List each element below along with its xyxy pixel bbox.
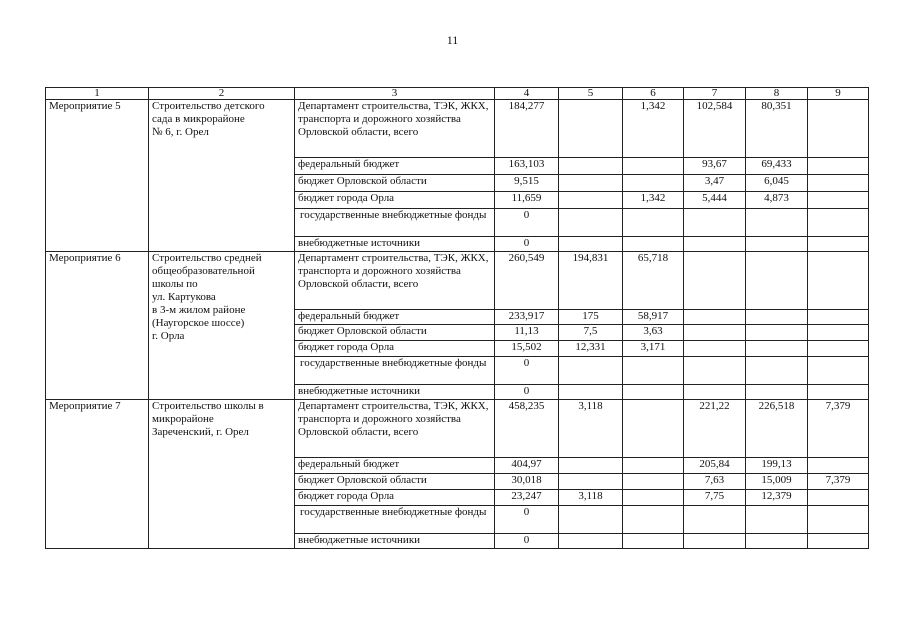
value-cell-c9 xyxy=(808,175,869,192)
value-cell-c5 xyxy=(559,506,623,534)
value-cell-c4: 0 xyxy=(495,209,559,237)
funding-source-cell: внебюджетные источники xyxy=(295,237,495,252)
value-cell-c4: 458,235 xyxy=(495,400,559,458)
event-id-cell: Мероприятие 7 xyxy=(46,400,149,549)
value-cell-c9 xyxy=(808,385,869,400)
value-cell-c5: 12,331 xyxy=(559,341,623,357)
value-cell-c5 xyxy=(559,458,623,474)
value-cell-c6 xyxy=(623,458,684,474)
column-header: 6 xyxy=(623,88,684,100)
value-cell-c4: 0 xyxy=(495,357,559,385)
page-number: 11 xyxy=(446,33,459,47)
value-cell-c8 xyxy=(746,357,808,385)
value-cell-c7: 3,47 xyxy=(684,175,746,192)
column-header: 7 xyxy=(684,88,746,100)
value-cell-c8: 12,379 xyxy=(746,490,808,506)
value-cell-c4: 11,13 xyxy=(495,325,559,341)
value-cell-c9 xyxy=(808,506,869,534)
value-cell-c8: 69,433 xyxy=(746,158,808,175)
value-cell-c6 xyxy=(623,506,684,534)
value-cell-c6 xyxy=(623,237,684,252)
value-cell-c6: 58,917 xyxy=(623,310,684,325)
funding-source-cell: государственные внебюджетные фонды xyxy=(295,209,495,237)
value-cell-c6 xyxy=(623,385,684,400)
value-cell-c8 xyxy=(746,209,808,237)
value-cell-c4: 233,917 xyxy=(495,310,559,325)
funding-source-cell: бюджет Орловской области xyxy=(295,325,495,341)
value-cell-c6 xyxy=(623,175,684,192)
value-cell-c9 xyxy=(808,490,869,506)
value-cell-c9 xyxy=(808,100,869,158)
value-cell-c5: 194,831 xyxy=(559,252,623,310)
value-cell-c5 xyxy=(559,100,623,158)
value-cell-c8 xyxy=(746,341,808,357)
value-cell-c7: 5,444 xyxy=(684,192,746,209)
value-cell-c9 xyxy=(808,209,869,237)
column-header: 2 xyxy=(149,88,295,100)
funding-source-cell: внебюджетные источники xyxy=(295,385,495,400)
column-header: 1 xyxy=(46,88,149,100)
value-cell-c9: 7,379 xyxy=(808,400,869,458)
value-cell-c8 xyxy=(746,385,808,400)
value-cell-c5 xyxy=(559,357,623,385)
value-cell-c7 xyxy=(684,325,746,341)
value-cell-c8 xyxy=(746,506,808,534)
value-cell-c7 xyxy=(684,209,746,237)
value-cell-c4: 11,659 xyxy=(495,192,559,209)
value-cell-c7 xyxy=(684,357,746,385)
value-cell-c5: 3,118 xyxy=(559,490,623,506)
value-cell-c6 xyxy=(623,400,684,458)
value-cell-c8 xyxy=(746,237,808,252)
value-cell-c6 xyxy=(623,534,684,549)
value-cell-c7 xyxy=(684,237,746,252)
funding-source-cell: Департамент строительства, ТЭК, ЖКХ, транспорта и дорожного хозяйства Орловской области, всего xyxy=(295,252,495,310)
funding-source-cell: бюджет города Орла xyxy=(295,192,495,209)
value-cell-c4: 0 xyxy=(495,385,559,400)
value-cell-c5: 175 xyxy=(559,310,623,325)
value-cell-c7: 205,84 xyxy=(684,458,746,474)
value-cell-c6 xyxy=(623,490,684,506)
value-cell-c8: 4,873 xyxy=(746,192,808,209)
value-cell-c8: 226,518 xyxy=(746,400,808,458)
table-row xyxy=(46,400,869,458)
value-cell-c4: 0 xyxy=(495,237,559,252)
value-cell-c9 xyxy=(808,158,869,175)
funding-source-cell: государственные внебюджетные фонды xyxy=(295,357,495,385)
value-cell-c9 xyxy=(808,341,869,357)
value-cell-c5: 3,118 xyxy=(559,400,623,458)
value-cell-c4: 15,502 xyxy=(495,341,559,357)
value-cell-c6: 65,718 xyxy=(623,252,684,310)
value-cell-c9 xyxy=(808,310,869,325)
value-cell-c7: 7,75 xyxy=(684,490,746,506)
event-name-cell: Строительство школы в микрорайоне Зареченский, г. Орел xyxy=(149,400,295,549)
funding-source-cell: бюджет города Орла xyxy=(295,490,495,506)
value-cell-c6: 1,342 xyxy=(623,100,684,158)
value-cell-c5 xyxy=(559,534,623,549)
budget-table xyxy=(45,87,869,549)
value-cell-c4: 9,515 xyxy=(495,175,559,192)
value-cell-c7 xyxy=(684,310,746,325)
value-cell-c6 xyxy=(623,158,684,175)
value-cell-c6 xyxy=(623,474,684,490)
column-header: 4 xyxy=(495,88,559,100)
value-cell-c4: 23,247 xyxy=(495,490,559,506)
value-cell-c7 xyxy=(684,341,746,357)
column-header: 5 xyxy=(559,88,623,100)
column-header: 9 xyxy=(808,88,869,100)
header-row xyxy=(46,88,869,100)
funding-source-cell: федеральный бюджет xyxy=(295,458,495,474)
value-cell-c8 xyxy=(746,534,808,549)
value-cell-c8 xyxy=(746,310,808,325)
value-cell-c4: 30,018 xyxy=(495,474,559,490)
event-id-cell: Мероприятие 6 xyxy=(46,252,149,400)
value-cell-c9 xyxy=(808,252,869,310)
value-cell-c5 xyxy=(559,192,623,209)
value-cell-c6 xyxy=(623,357,684,385)
value-cell-c7 xyxy=(684,252,746,310)
value-cell-c5: 7,5 xyxy=(559,325,623,341)
value-cell-c7 xyxy=(684,534,746,549)
value-cell-c8 xyxy=(746,252,808,310)
value-cell-c8: 6,045 xyxy=(746,175,808,192)
value-cell-c6 xyxy=(623,209,684,237)
value-cell-c8: 199,13 xyxy=(746,458,808,474)
value-cell-c9 xyxy=(808,357,869,385)
funding-source-cell: федеральный бюджет xyxy=(295,310,495,325)
value-cell-c5 xyxy=(559,175,623,192)
value-cell-c9 xyxy=(808,192,869,209)
value-cell-c4: 260,549 xyxy=(495,252,559,310)
value-cell-c7: 93,67 xyxy=(684,158,746,175)
funding-source-cell: бюджет Орловской области xyxy=(295,474,495,490)
value-cell-c7: 221,22 xyxy=(684,400,746,458)
table-row xyxy=(46,100,869,158)
funding-source-cell: бюджет Орловской области xyxy=(295,175,495,192)
value-cell-c7: 7,63 xyxy=(684,474,746,490)
value-cell-c7 xyxy=(684,385,746,400)
value-cell-c4: 184,277 xyxy=(495,100,559,158)
table-row xyxy=(46,252,869,310)
value-cell-c8: 15,009 xyxy=(746,474,808,490)
value-cell-c7 xyxy=(684,506,746,534)
value-cell-c6: 3,171 xyxy=(623,341,684,357)
value-cell-c4: 0 xyxy=(495,534,559,549)
value-cell-c5 xyxy=(559,237,623,252)
value-cell-c9 xyxy=(808,325,869,341)
funding-source-cell: Департамент строительства, ТЭК, ЖКХ, транспорта и дорожного хозяйства Орловской области, всего xyxy=(295,100,495,158)
value-cell-c4: 404,97 xyxy=(495,458,559,474)
funding-source-cell: бюджет города Орла xyxy=(295,341,495,357)
column-header: 8 xyxy=(746,88,808,100)
value-cell-c5 xyxy=(559,158,623,175)
column-header: 3 xyxy=(295,88,495,100)
funding-source-cell: внебюджетные источники xyxy=(295,534,495,549)
event-id-cell: Мероприятие 5 xyxy=(46,100,149,252)
funding-source-cell: Департамент строительства, ТЭК, ЖКХ, транспорта и дорожного хозяйства Орловской области, всего xyxy=(295,400,495,458)
value-cell-c8 xyxy=(746,325,808,341)
value-cell-c4: 0 xyxy=(495,506,559,534)
value-cell-c9: 7,379 xyxy=(808,474,869,490)
value-cell-c6: 3,63 xyxy=(623,325,684,341)
funding-source-cell: федеральный бюджет xyxy=(295,158,495,175)
value-cell-c9 xyxy=(808,237,869,252)
value-cell-c6: 1,342 xyxy=(623,192,684,209)
event-name-cell: Строительство средней общеобразовательной школы по ул. Картукова в 3-м жилом районе (Наугорское шоссе) г. Орла xyxy=(149,252,295,400)
value-cell-c4: 163,103 xyxy=(495,158,559,175)
value-cell-c5 xyxy=(559,209,623,237)
value-cell-c7: 102,584 xyxy=(684,100,746,158)
value-cell-c5 xyxy=(559,474,623,490)
event-name-cell: Строительство детского сада в микрорайоне № 6, г. Орел xyxy=(149,100,295,252)
value-cell-c9 xyxy=(808,534,869,549)
funding-source-cell: государственные внебюджетные фонды xyxy=(295,506,495,534)
value-cell-c8: 80,351 xyxy=(746,100,808,158)
value-cell-c9 xyxy=(808,458,869,474)
value-cell-c5 xyxy=(559,385,623,400)
